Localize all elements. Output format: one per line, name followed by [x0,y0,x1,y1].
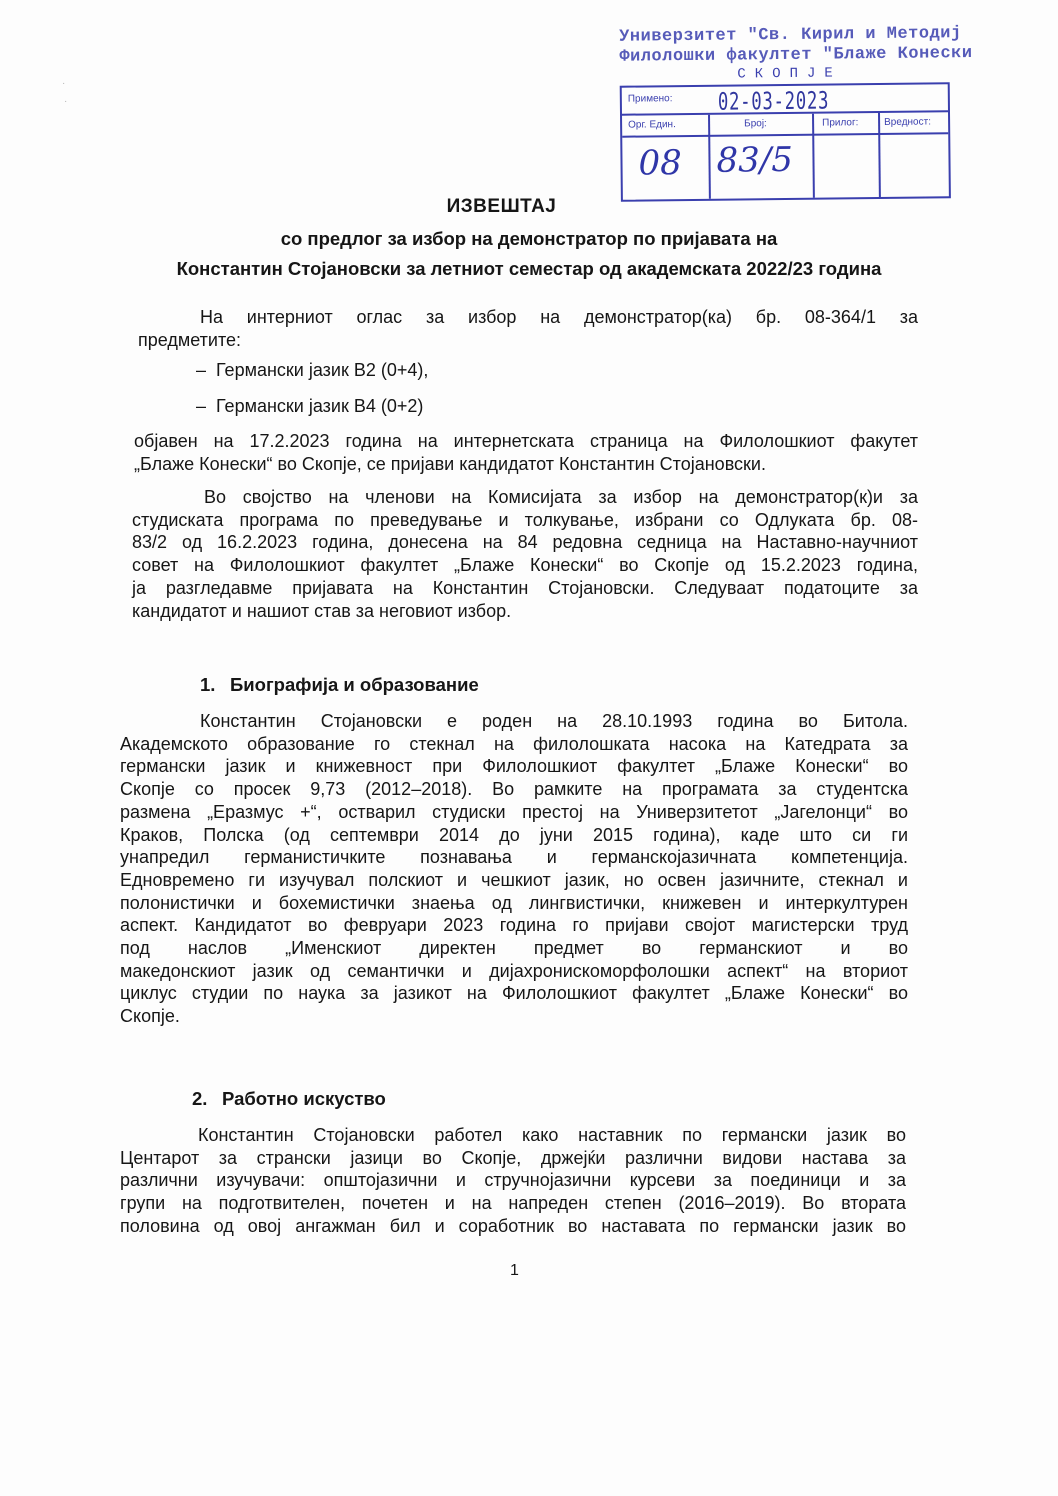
stamp-received-label: Примено: [627,93,673,105]
margin-mark: · [62,78,66,89]
intro-line: На интерниот оглас за избор на демонстратор(ка) бр. 08-364/1 за [200,307,918,327]
stamp-city: СКОПЈЕ [737,65,842,83]
section-number: 1. [200,674,216,695]
document-subtitle-line1: со предлог за избор на демонстратор по пријавата на [280,228,778,249]
section-title: Биографија и образование [230,674,479,695]
biography-line: Академското образование го стекнал на филолошката насока на Катедрата за [120,733,908,754]
margin-mark: · [64,96,68,107]
biography-line: Константин Стојановски е роден на 28.10.1993 година во Битола. [200,711,908,731]
handwritten-number: 83/5 [716,139,794,181]
dash-marker: – [196,360,217,380]
published-line: објавен на 17.2.2023 година на интернетската страница на Филолошкиот факутет [134,431,918,451]
biography-line: циклус студии по наука за јазикот на Филолошкиот факултет „Блаже Конески“ во [120,983,908,1004]
handwritten-org: 08 [638,143,682,184]
section-heading-biography [200,674,479,696]
commission-line: кандидатот и нашиот став за неговиот избор. [132,600,512,621]
biography-line: Скопје со просек 9,73 (2012–2018). Во рамките на програмата за студентска [120,779,908,800]
stamp-faculty: Филолошки факултет "Блаже Конески [619,44,973,67]
document-subtitle-line2: Константин Стојановски за летниот семестар од академската 2022/23 година [176,258,882,279]
biography-line: унапредил германистичките познавања и германскојазичната компетенција. [120,847,908,868]
experience-line: групи на подготвителен, почетен и на напреден степен (2016–2019). Во втората [120,1193,906,1214]
experience-line: различни изучувачи: општојазични и стручнојазични курсеви за поединици и за [120,1170,906,1191]
biography-line: Едновремено ги изучувал полскиот и чешкиот јазик, но освен јазичните, стекнал и [120,869,908,890]
published-paragraph [134,430,918,475]
page-number: 1 [510,1262,519,1279]
biography-line: германски јазик и книжевност при Филолошкиот факултет „Блаже Конески“ во [120,756,908,777]
biography-paragraph [120,710,908,1028]
stamp-col-org: Орг. Един. [628,119,676,131]
commission-line: ја разгледавме пријавата на Константин Стојановски. Следуваат податоците за [132,577,918,598]
stamp-col-value: Вредност: [884,116,932,128]
experience-paragraph [120,1124,906,1238]
stamp-university: Универзитет "Св. Кирил и Методиј [619,24,962,47]
intro-line: предметите: [138,329,242,350]
subject-item [196,360,428,381]
dash-marker: – [196,396,217,416]
commission-line: 83/2 од 16.2.2023 година, донесена на 84 редовна седница на Наставно-научниот [132,532,918,553]
registry-stamp [619,24,973,201]
subject-label: Германски јазик В2 (0+4), [216,360,429,380]
stamp-col-attachment: Прилог: [822,117,859,129]
biography-line: под наслов „Именскиот директен предмет во германскиот и во [120,938,908,959]
biography-line: македонскиот јазик од семантички и дијахронискоморфолошки аспект“ на вториот [120,960,908,981]
biography-line: размена „Еразмус +“, остварил студиски престој на Универзитетот „Јагелонци“ во [120,801,908,822]
experience-line: Константин Стојановски работел како наставник по германски јазик во [198,1125,906,1145]
subject-item [196,396,423,417]
stamp-received-row [622,84,948,115]
section-heading-experience [192,1088,386,1110]
commission-paragraph [132,486,918,622]
published-line: „Блаже Конески“ во Скопје, се пријави кандидатот Константин Стојановски. [134,453,766,474]
document-title: ИЗВЕШТАЈ [446,196,557,217]
commission-line: студиската програма по преведување и толкување, избрани со Одлуката бр. 08- [132,509,918,530]
biography-line: полонистички и бохемистички знаења од лингвистички, книжевен и интеркултурен [120,892,908,913]
subject-label: Германски јазик В4 (0+2) [216,396,424,416]
experience-line: половина од овој ангажман бил и соработник во наставата по германски јазик во [120,1215,906,1236]
experience-line: Центарот за странски јазици во Скопје, држејќи различни видови настава за [120,1147,906,1168]
section-number: 2. [192,1088,208,1109]
commission-line: Во својство на членови на Комисијата за избор на демонстратор(к)и за [204,487,918,507]
stamp-col-number: Број: [744,118,767,130]
section-title: Работно искуство [222,1088,386,1109]
intro-paragraph [138,306,918,351]
stamp-date: 02-03-2023 [717,86,830,116]
biography-line: Краков, Полска (од септември 2014 до јуни 2015 година), каде што си ги [120,824,908,845]
biography-line: Скопје. [120,1006,180,1027]
stamp-grid [620,82,951,201]
commission-line: совет на Филолошкиот факултет „Блаже Конески“ во Скопје од 15.2.2023 година, [132,555,918,576]
biography-line: аспект. Кандидатот во февруари 2023 година го пријави својот магистерски труд [120,915,908,936]
